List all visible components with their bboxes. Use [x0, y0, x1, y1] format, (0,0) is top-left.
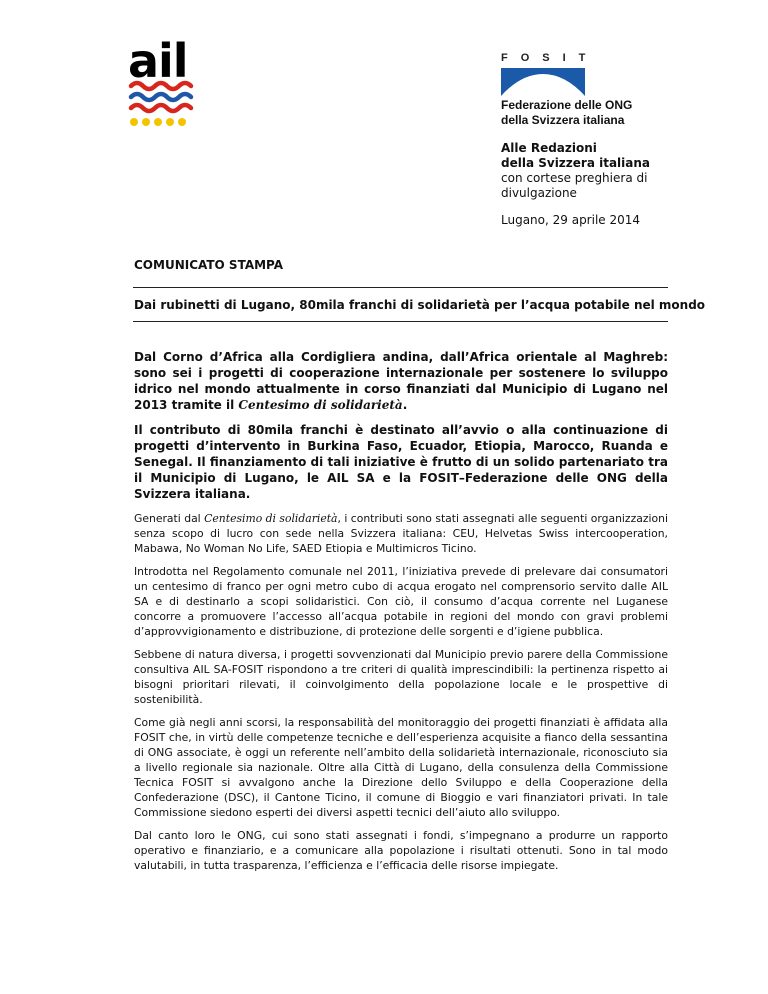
- recipient-line: della Svizzera italiana: [501, 156, 651, 170]
- fosit-wave-graphic: [501, 68, 585, 96]
- recipient-line: Alle Redazioni: [501, 141, 597, 155]
- paragraph: Introdotta nel Regolamento comunale nel 2011, l’iniziativa prevede di prelevare dai consumatori un centesimo di franco per ogni metro cubo di acqua erogato nel comprensorio servito dalle AIL SA e di destinarlo a scopi solidaristici. Con ciò, il consumo d’acqua corrente nel Luganese concorre a promuovere l’accesso all’acqua potabile in regioni del mondo con gravi problemi d’approvvigionamento e distribuzione, di protezione delle sorgenti e d’igiene pubblica.: [134, 565, 668, 638]
- recipient-line: divulgazione: [501, 186, 577, 200]
- article-body: [134, 349, 668, 881]
- fosit-federation-name: Federazione delle ONG della Svizzera italiana: [501, 98, 633, 127]
- ail-logo-text: ail: [128, 34, 188, 88]
- paragraph: Generati dal Centesimo di solidarietà, i contributi sono stati assegnati alle seguenti organizzazioni senza scopo di lucro con sede nella Svizzera italiana: CEU, Helvetas Swiss intercooperation, Mabawa, No Woman No Life, SAED Etiopia e Multimicros Ticino.: [134, 512, 668, 555]
- paragraph: Come già negli anni scorsi, la responsabilità del monitoraggio dei progetti finanziati è affidata alla FOSIT che, in virtù delle competenze tecniche e dell’esperienza acquisite a fianco della sessantina di ONG associate, è oggi un referente nell’ambito della solidarietà internazionale, riconosciuto sia a livello regionale sia nazionale. Oltre alla Città di Lugano, della consulenza della Commissione Tecnica FOSIT si avvalgono anche la Direzione dello Sviluppo e della Cooperazione della Confederazione (DSC), il Cantone Ticino, il comune di Bioggio e vari finanziatori privati. In tale Commissione siedono esperti dei diversi aspetti tecnici dell’aiuto allo sviluppo.: [134, 716, 668, 819]
- ail-waves-graphic: [128, 46, 200, 128]
- paragraph: Sebbene di natura diversa, i progetti sovvenzionati dal Municipio previo parere della Commissione consultiva AIL SA-FOSIT rispondono a tre criteri di qualità imprescindibili: la pertinenza rispetto ai bisogni prioritari rilevati, il coinvolgimento della popolazione locale e le prospettive di sostenibilità.: [134, 648, 668, 706]
- headline: Dai rubinetti di Lugano, 80mila franchi di solidarietà per l’acqua potabile nel mondo: [134, 298, 706, 312]
- lead-paragraph-1: Dal Corno d’Africa alla Cordigliera andina, dall’Africa orientale al Maghreb: sono sei i progetti di cooperazione internazionale per sostenere lo sviluppo idrico nel mondo attualmente in corso finanziati dal Municipio di Lugano nel 2013 tramite il Centesimo di solidarietà.: [134, 350, 668, 412]
- recipient-block: [501, 141, 731, 201]
- fosit-logo: [501, 50, 661, 127]
- divider-top: [133, 287, 668, 288]
- ail-logo: [128, 34, 200, 128]
- press-release-label: COMUNICATO STAMPA: [134, 258, 284, 272]
- recipient-line: con cortese preghiera di: [501, 171, 648, 185]
- divider-bottom: [133, 321, 668, 322]
- lead-paragraph-2: Il contributo di 80mila franchi è destinato all’avvio o alla continuazione di progetti d’intervento in Burkina Faso, Ecuador, Etiopia, Marocco, Ruanda e Senegal. Il finanziamento di tali iniziative è frutto di un solido partenariato tra il Municipio di Lugano, le AIL SA e la FOSIT–Federazione delle ONG della Svizzera italiana.: [134, 423, 668, 501]
- paragraph: Dal canto loro le ONG, cui sono stati assegnati i fondi, s’impegnano a produrre un rapporto operativo e finanziario, e a comunicare alla popolazione i risultati ottenuti. Sono in tal modo valutabili, in tutta trasparenza, l’efficienza e l’efficacia delle risorse impiegate.: [134, 829, 668, 872]
- fosit-logo-text: FOSIT: [501, 52, 599, 64]
- date-line: Lugano, 29 aprile 2014: [501, 213, 641, 227]
